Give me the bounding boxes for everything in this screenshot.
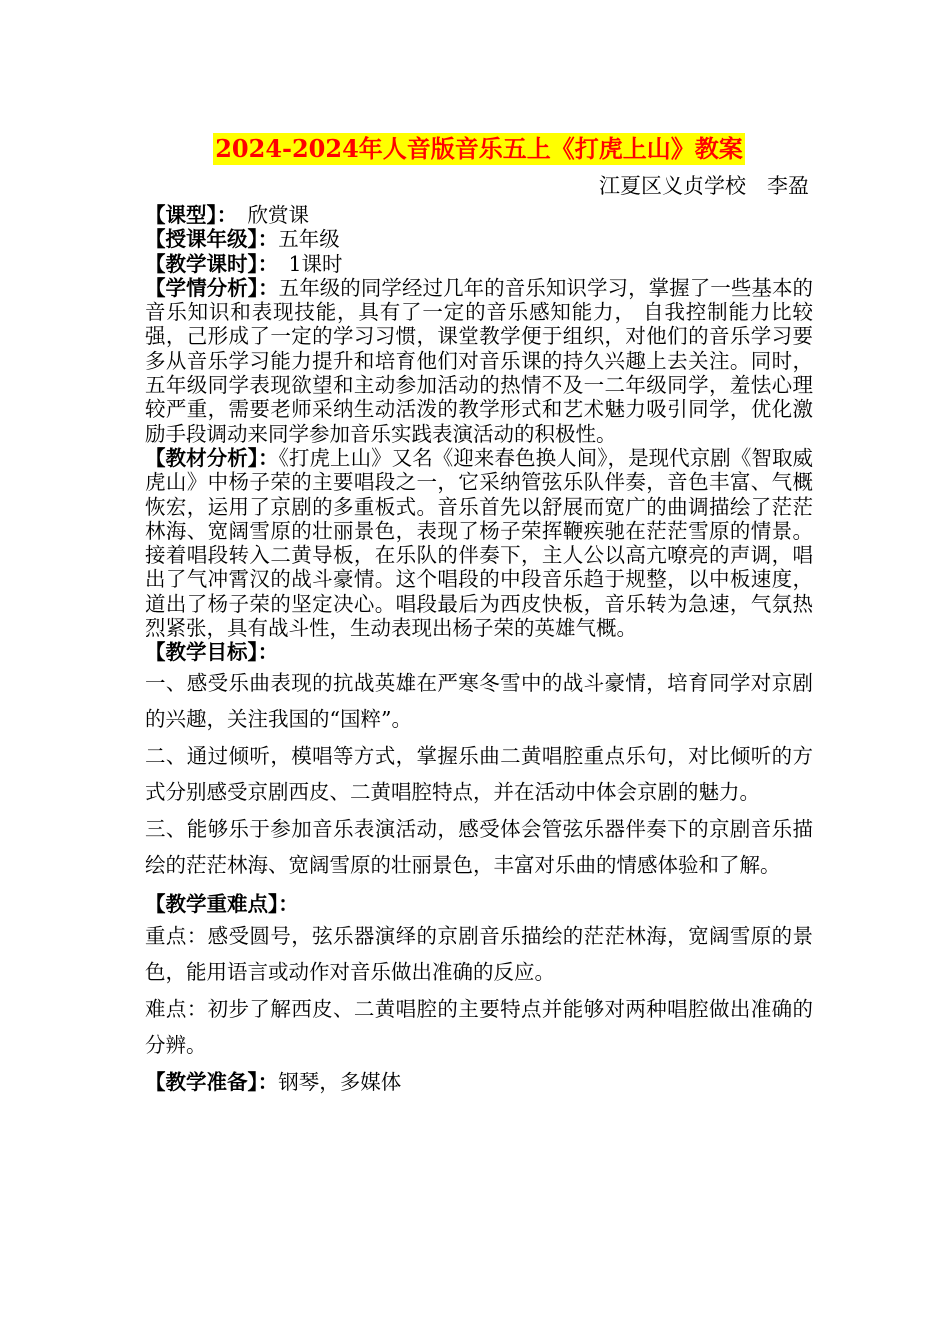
course-type-line bbox=[145, 203, 813, 227]
grade-label: 【授课年级】： bbox=[145, 227, 279, 252]
document-page bbox=[145, 133, 813, 1100]
course-type-label: 【课型】： bbox=[145, 203, 227, 227]
hours-value: 1课时 bbox=[268, 251, 343, 276]
document-title: 2024-2024年人音版音乐五上《打虎上山》教案 bbox=[215, 134, 743, 163]
material-analysis-text: 《打虎上山》又名《迎来春色换人间》，是现代京剧《智取威虎山》中杨子荣的主要唱段之一，它采纳管弦乐队伴奏，音色丰富、气概恢宏，运用了京剧的多重板式。音乐首先以舒展而宽广的曲调描绘了茫茫林海、宽阔雪原的壮丽景色，表现了杨子荣挥鞭疾驰在茫茫雪原的情景。接着唱段转入二黄导板，在乐队的伴奏下，主人公以高亢嘹亮的声调，唱出了气冲霄汉的战斗豪情。这个唱段的中段音乐趋于规整，以中板速度，道出了杨子荣的坚定决心。唱段最后为西皮快板，音乐转为急速，气氛热烈紧张，具有战斗性，生动表现出杨子荣的英雄气概。 bbox=[145, 445, 814, 641]
key-difficult-label: 【教学重难点】： bbox=[145, 891, 299, 916]
hours-line bbox=[145, 252, 813, 276]
material-analysis-paragraph bbox=[145, 446, 813, 640]
course-type-value: 欣赏课 bbox=[227, 203, 309, 227]
grade-value: 五年级 bbox=[278, 227, 340, 252]
difficult-point: 难点：初步了解西皮、二黄唱腔的主要特点并能够对两种唱腔做出准确的分辨。 bbox=[145, 996, 813, 1058]
goal-item-2: 二、通过倾听，模唱等方式，掌握乐曲二黄唱腔重点乐句，对比倾听的方式分别感受京剧西皮、二黄唱腔特点，并在活动中体会京剧的魅力。 bbox=[145, 743, 813, 805]
preparation-line bbox=[145, 1064, 813, 1101]
material-analysis-label: 【教材分析】： bbox=[145, 445, 279, 470]
preparation-label: 【教学准备】： bbox=[145, 1069, 279, 1094]
goals-label: 【教学目标】： bbox=[145, 640, 279, 665]
key-difficult-heading bbox=[145, 890, 813, 918]
hours-label: 【教学课时】： bbox=[145, 251, 268, 276]
student-analysis-label: 【学情分析】： bbox=[145, 275, 279, 300]
student-analysis-text: 五年级的同学经过几年的音乐知识学习，掌握了一些基本的音乐知识和表现技能，具有了一定的音乐感知能力， 自我控制能力比较强，己形成了一定的学习习惯，课堂教学便于组织，对他们的音乐学习要多从音乐学习能力提升和培育他们对音乐课的持久兴趣上去关注。同时，五年级同学表现欲望和主动参加活动的热情不及一二年级同学，羞怯心理较严重，需要老师采纳生动活泼的教学形式和艺术魅力吸引同学，优化激励手段调动来同学参加音乐实践表演活动的积极性。 bbox=[145, 275, 814, 446]
grade-line bbox=[145, 227, 813, 251]
author-line: 江夏区义贞学校 李盈 bbox=[599, 174, 809, 198]
goals-heading bbox=[145, 640, 813, 664]
preparation-value: 钢琴，多媒体 bbox=[278, 1069, 402, 1094]
student-analysis-paragraph bbox=[145, 276, 813, 446]
title-row bbox=[145, 133, 813, 167]
dense-section bbox=[145, 203, 813, 665]
key-difficult-section bbox=[145, 890, 813, 1101]
goal-item-3: 三、能够乐于参加音乐表演活动，感受体会管弦乐器伴奏下的京剧音乐描绘的茫茫林海、宽阔雪原的壮丽景色，丰富对乐曲的情感体验和了解。 bbox=[145, 816, 813, 878]
key-point: 重点：感受圆号，弦乐器演绎的京剧音乐描绘的茫茫林海，宽阔雪原的景色，能用语言或动作对音乐做出准确的反应。 bbox=[145, 923, 813, 985]
goals-list bbox=[145, 665, 813, 884]
goal-item-1: 一、感受乐曲表现的抗战英雄在严寒冬雪中的战斗豪情，培育同学对京剧的兴趣，关注我国的“国粹”。 bbox=[145, 670, 813, 732]
